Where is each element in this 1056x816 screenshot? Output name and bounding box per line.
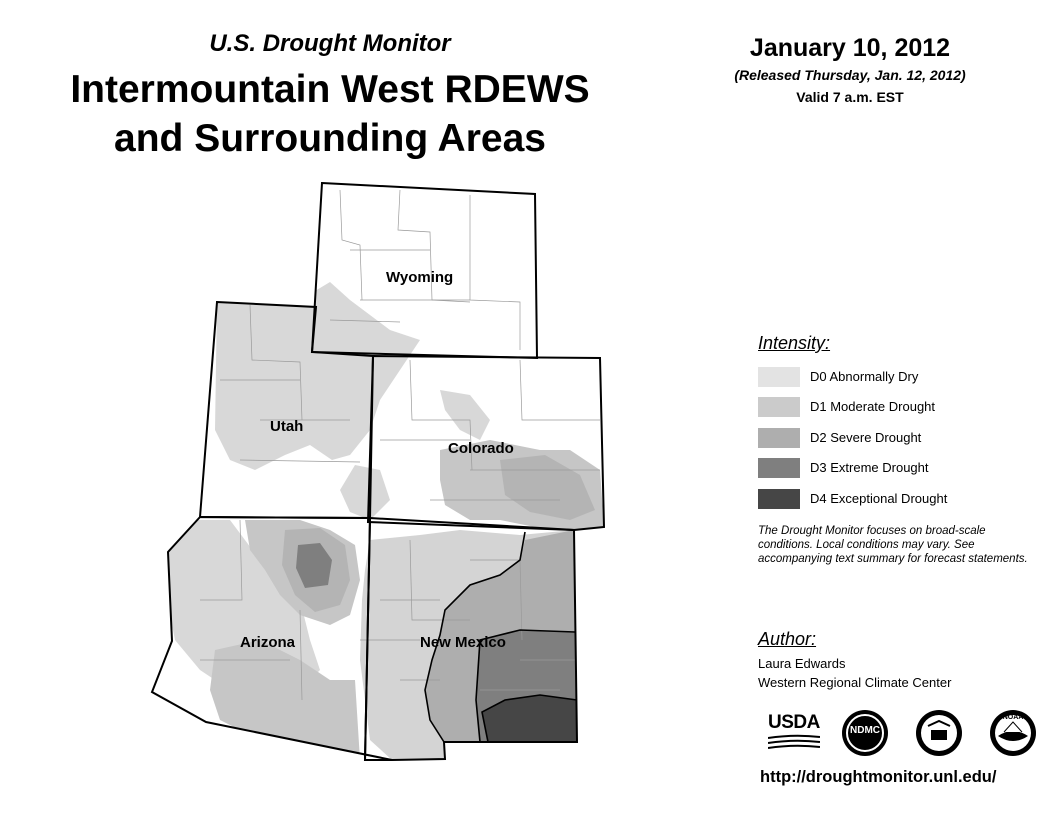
release-date: (Released Thursday, Jan. 12, 2012) [734, 67, 966, 83]
usda-logo-text: USDA [768, 712, 820, 733]
noaa-logo-text: NOAA [1002, 714, 1024, 721]
state-label-wyoming: Wyoming [386, 269, 454, 286]
eagle-icon [916, 710, 962, 756]
author-name: Laura Edwards [758, 656, 846, 671]
state-label-new-mexico: New Mexico [420, 634, 506, 651]
legend-label-d4: D4 Exceptional Drought [810, 491, 948, 506]
doc-seal-icon [916, 710, 962, 756]
legend-swatch-d1 [758, 397, 800, 417]
map-title-line2: and Surrounding Areas [114, 117, 546, 160]
map-subtitle: U.S. Drought Monitor [209, 30, 451, 57]
usda-logo [768, 712, 820, 752]
legend-label-d2: D2 Severe Drought [810, 430, 922, 445]
map-date: January 10, 2012 [749, 34, 951, 62]
usda-swoosh-icon [768, 734, 820, 750]
state-label-colorado: Colorado [448, 440, 514, 457]
legend-swatch-d0 [758, 367, 800, 387]
state-label-utah: Utah [270, 418, 304, 435]
author-title: Author: [758, 629, 817, 649]
legend-title: Intensity: [758, 333, 831, 353]
legend-swatch-d3 [758, 458, 800, 478]
map-title-line1: Intermountain West RDEWS [70, 68, 590, 111]
state-label-arizona: Arizona [240, 634, 296, 651]
legend-label-d1: D1 Moderate Drought [810, 399, 936, 414]
valid-time: Valid 7 a.m. EST [796, 89, 904, 105]
drought-monitor-url[interactable]: http://droughtmonitor.unl.edu/ [760, 768, 997, 786]
ndmc-logo [842, 710, 888, 756]
legend-label-d3: D3 Extreme Drought [810, 460, 929, 475]
legend-swatch-d2 [758, 428, 800, 448]
legend-note: The Drought Monitor focuses on broad-scale conditions. Local conditions may vary. See accompanying text summary for forecast statements. [758, 525, 1028, 565]
legend-label-d0: D0 Abnormally Dry [810, 369, 919, 384]
ndmc-logo-text: NDMC [850, 725, 880, 736]
author-organization: Western Regional Climate Center [758, 675, 952, 690]
noaa-logo [990, 710, 1036, 756]
legend-swatch-d4 [758, 489, 800, 509]
